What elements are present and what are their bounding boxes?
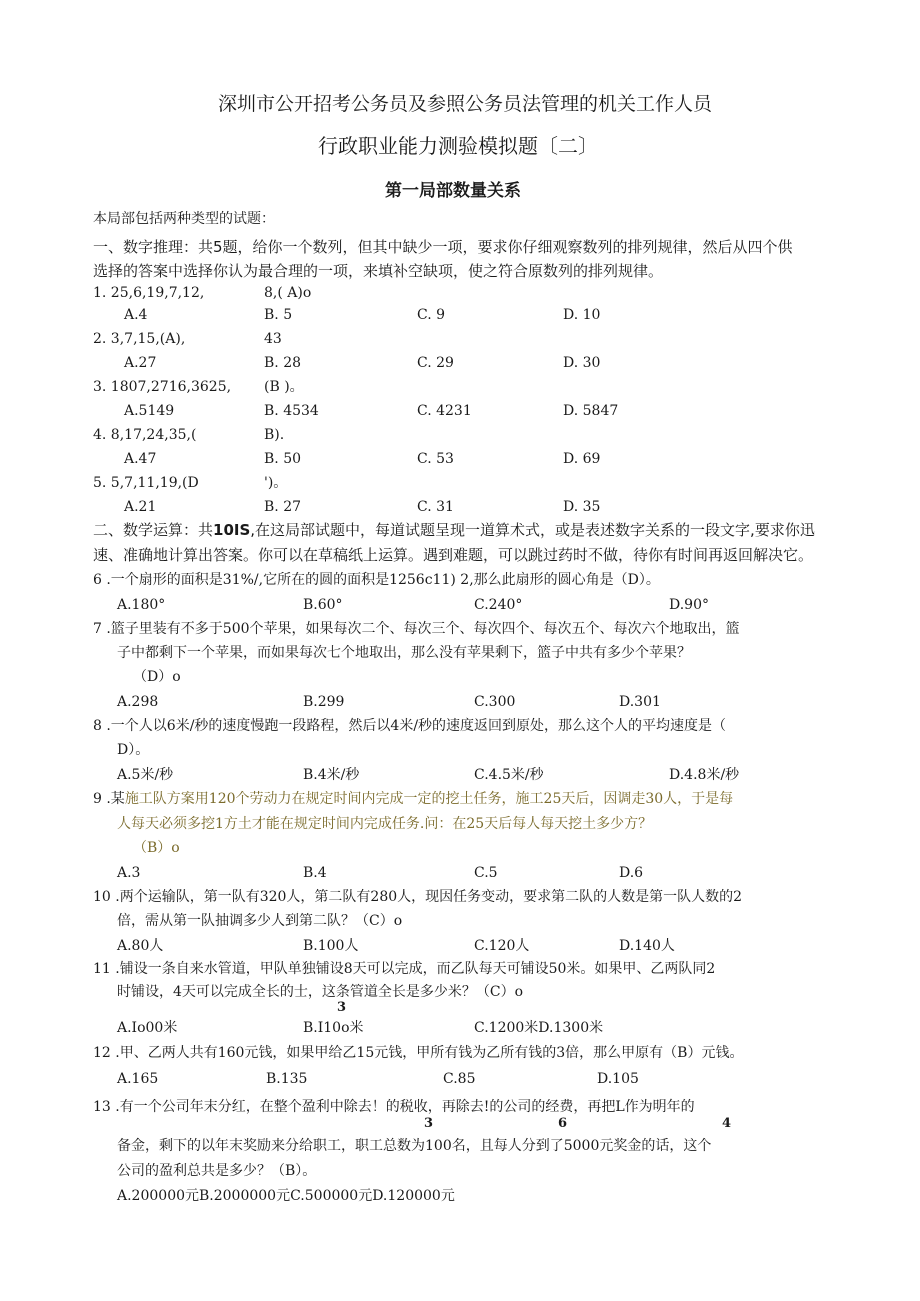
question-7-line2: 子中都剩下一个苹果，而如果每次七个地取出，那么没有苹果剩下，篮子中共有多少个苹果？ [117, 645, 691, 661]
question-2-option-b: B. 28 [264, 355, 302, 371]
question-6-option-b: B.60° [303, 597, 343, 613]
question-12-option-a: A.165 [117, 1071, 159, 1087]
question-1-option-c: C. 9 [417, 307, 446, 323]
question-11-line1: 11 .铺设一条自来水管道，甲队单独铺设8天可以完成，而乙队每天可铺设50米。如果甲、乙两队同2 [93, 961, 716, 977]
question-6-stem: 6 .一个扇形的面积是31%/,它所在的圆的面积是1256c11) 2,那么此扇形的圆心角是（D）。 [93, 572, 660, 588]
question-9-answer: （B）o [133, 840, 180, 856]
question-10-option-a: A.80人 [117, 938, 164, 954]
part2-desc-pre: 二、数学运算：共 [93, 521, 214, 539]
part2-desc-count: 10IS [213, 521, 251, 539]
question-2-option-a: A.27 [124, 355, 157, 371]
question-8-option-c: C.4.5米/秒 [474, 767, 544, 783]
question-10-line1: 10 .两个运输队，第一队有320人，第二队有280人，现因任务变动，要求第二队的人数是第一队人数的2 [93, 889, 743, 905]
part2-desc-line1 [93, 521, 815, 539]
part1-desc-line2: 选择的答案中选择你认为最合理的一项，来填补空缺项，使之符合原数列的排列规律。 [93, 262, 664, 280]
question-11-option-b: B.I10o米 [303, 1020, 364, 1036]
question-10-option-c: C.120人 [474, 938, 530, 954]
question-13-line1: 13 .有一个公司年末分红，在整个盈利中除去！的税收，再除去!的公司的经费，再把L作为明年的 [93, 1099, 695, 1115]
question-9-option-b: B.4 [303, 865, 327, 881]
question-2-stem: 2. 3,7,15,(A), [93, 331, 186, 347]
question-9-option-d: D.6 [619, 865, 644, 881]
question-2-stem-end: 43 [264, 331, 282, 347]
question-11-subscript: 3 [337, 1000, 347, 1015]
question-4-option-b: B. 50 [264, 451, 302, 467]
question-11-option-cd: C.1200米D.1300米 [474, 1020, 604, 1036]
question-10-line2: 倍，需从第一队抽调多少人到第二队？（C）o [117, 913, 403, 929]
question-9-line1-rest: 任务，施工25天后，因调走30人，于是每 [473, 791, 734, 807]
question-3-option-a: A.5149 [124, 403, 175, 419]
question-12-option-b: B.135 [266, 1071, 308, 1087]
question-13-subscript-2: 6 [558, 1116, 568, 1131]
question-11-line2: 时铺设，4天可以完成全长的士，这条管道全长是多少米？（C）o [117, 984, 524, 1000]
question-11-option-a: A.Io00米 [117, 1020, 178, 1036]
part2-desc-line2: 速、准确地计算出答案。你可以在草稿纸上运算。遇到难题，可以跳过药时不做，待你有时间再返回解决它。 [93, 546, 814, 564]
question-5-stem: 5. 5,7,11,19,(D [93, 475, 199, 491]
question-13-line3: 公司的盈利总共是多少？（B）。 [117, 1163, 317, 1179]
question-3-stem-end: (B )。 [264, 379, 304, 395]
question-7-option-c: C.300 [474, 694, 516, 710]
question-9-highlight: 施工队方案用120个劳动力在规定时间内完成一定的挖土 [124, 791, 474, 807]
question-3-stem: 3. 1807,2716,3625, [93, 379, 232, 395]
intro-text: 本局部包括两种类型的试题： [93, 211, 275, 227]
question-1-stem: 1. 25,6,19,7,12, [93, 285, 205, 301]
question-12-option-d: D.105 [597, 1071, 639, 1087]
question-1-stem-end: 8,( A)o [264, 285, 312, 301]
question-9-option-c: C.5 [474, 865, 498, 881]
section-title: 第一局部数量关系 [385, 181, 521, 201]
question-4-stem-end: B). [264, 427, 285, 443]
question-10-option-d: D.140人 [619, 938, 675, 954]
question-7-option-d: D.301 [619, 694, 661, 710]
question-5-stem-end: ')。 [264, 475, 288, 491]
question-4-option-c: C. 53 [417, 451, 454, 467]
question-10-option-b: B.100人 [303, 938, 359, 954]
question-5-option-c: C. 31 [417, 499, 454, 515]
question-4-option-d: D. 69 [563, 451, 601, 467]
question-6-option-d: D.90° [669, 597, 709, 613]
part2-desc-post: ,在这局部试题中，每道试题呈现一道算术式，或是表述数字关系的一段文字,要求你迅 [250, 521, 815, 539]
page-title-line2: 行政职业能力测验模拟题〔二〕 [318, 134, 598, 158]
question-9-prefix: 9 .某 [93, 791, 125, 807]
question-9-line1 [93, 790, 733, 808]
question-2-option-d: D. 30 [563, 355, 601, 371]
question-9-option-a: A.3 [117, 865, 141, 881]
question-1-option-a: A.4 [124, 307, 148, 323]
question-1-option-b: B. 5 [264, 307, 293, 323]
question-2-option-c: C. 29 [417, 355, 454, 371]
question-7-option-b: B.299 [303, 694, 345, 710]
question-3-option-d: D. 5847 [563, 403, 619, 419]
question-8-option-a: A.5米/秒 [117, 767, 174, 783]
question-13-line2: 备金，剩下的以年末奖励来分给职工，职工总数为100名，且每人分到了5000元奖金的话，这个 [117, 1138, 712, 1154]
question-12-line1: 12 .甲、乙两人共有160元钱，如果甲给乙15元钱，甲所有钱为乙所有钱的3倍，那么甲原有（B）元钱。 [93, 1045, 744, 1061]
question-7-line1: 7 .篮子里装有不多于500个苹果，如果每次二个、每次三个、每次四个、每次五个、每次六个地取出，篮 [93, 621, 740, 637]
question-5-option-d: D. 35 [563, 499, 601, 515]
question-4-stem: 4. 8,17,24,35,( [93, 427, 197, 443]
question-5-option-b: B. 27 [264, 499, 302, 515]
question-9-line2: 人每天必须多挖1方土才能在规定时间内完成任务.问：在25天后每人每天挖土多少方？ [117, 816, 653, 832]
question-6-option-c: C.240° [474, 597, 523, 613]
question-13-subscript-3: 4 [722, 1116, 732, 1131]
question-8-line1: 8 .一个人以6米/秒的速度慢跑一段路程，然后以4米/秒的速度返回到原处，那么这个人的平均速度是（ [93, 718, 727, 734]
question-1-option-d: D. 10 [563, 307, 601, 323]
question-13-options: A.200000元B.2000000元C.500000元D.120000元 [117, 1188, 455, 1204]
question-3-option-b: B. 4534 [264, 403, 319, 419]
page-title-line1: 深圳市公开招考公务员及参照公务员法管理的机关工作人员 [218, 93, 713, 115]
question-5-option-a: A.21 [124, 499, 157, 515]
question-8-option-b: B.4米/秒 [303, 767, 360, 783]
question-6-option-a: A.180° [117, 597, 166, 613]
question-13-subscript-1: 3 [424, 1116, 434, 1131]
part1-desc-line1: 一、数字推理：共5题，给你一个数列，但其中缺少一项，要求你仔细观察数列的排列规律，然后从四个供 [93, 238, 793, 256]
question-7-answer: （D）o [133, 669, 181, 685]
question-3-option-c: C. 4231 [417, 403, 472, 419]
question-12-option-c: C.85 [443, 1071, 476, 1087]
question-8-option-d: D.4.8米/秒 [669, 767, 740, 783]
question-8-line2: D）。 [117, 742, 150, 758]
question-4-option-a: A.47 [124, 451, 157, 467]
question-7-option-a: A.298 [117, 694, 159, 710]
